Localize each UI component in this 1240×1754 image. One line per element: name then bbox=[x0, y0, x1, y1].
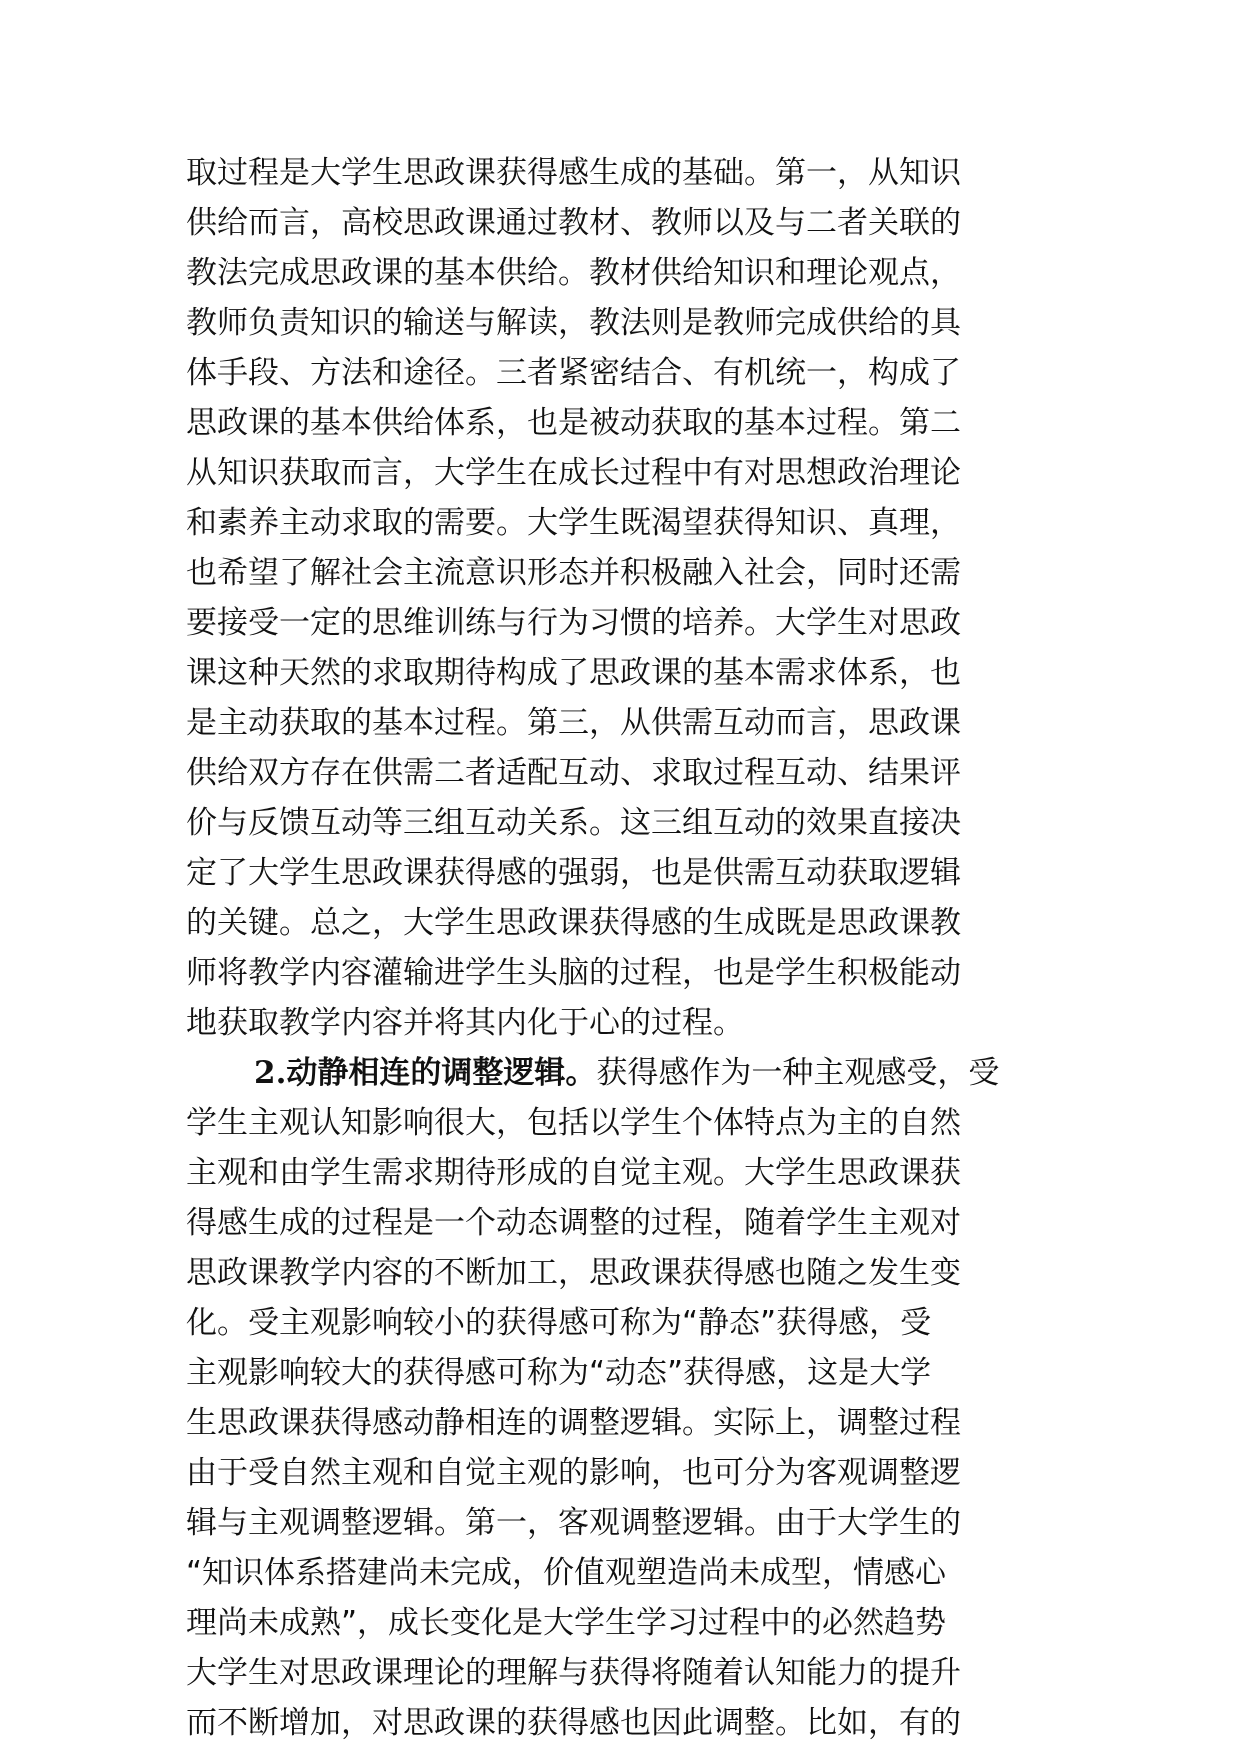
text-line: “知识体系搭建尚未完成，价值观塑造尚未成型，情感心 bbox=[186, 1555, 947, 1591]
text-line: 辑与主观调整逻辑。第一，客观调整逻辑。由于大学生的 bbox=[186, 1505, 961, 1541]
text-line: 主观影响较大的获得感可称为“动态”获得感，这是大学 bbox=[186, 1355, 932, 1391]
text-line: 也希望了解社会主流意识形态并积极融入社会，同时还需 bbox=[186, 555, 961, 591]
text-line: 化。受主观影响较小的获得感可称为“静态”获得感，受 bbox=[186, 1305, 932, 1341]
text-line: 和素养主动求取的需要。大学生既渴望获得知识、真理， bbox=[186, 505, 961, 541]
text-line: 要接受一定的思维训练与行为习惯的培养。大学生对思政 bbox=[186, 605, 961, 641]
text-line: 得感生成的过程是一个动态调整的过程，随着学生主观对 bbox=[186, 1205, 961, 1241]
text-line: 供给双方存在供需二者适配互动、求取过程互动、结果评 bbox=[186, 755, 961, 791]
text-line: 教师负责知识的输送与解读，教法则是教师完成供给的具 bbox=[186, 305, 961, 341]
text-line: 理尚未成熟”，成长变化是大学生学习过程中的必然趋势 bbox=[186, 1605, 947, 1641]
text-line: 生思政课获得感动静相连的调整逻辑。实际上，调整过程 bbox=[186, 1405, 961, 1441]
text-line: 师将教学内容灌输进学生头脑的过程，也是学生积极能动 bbox=[186, 955, 961, 991]
text-line: 教法完成思政课的基本供给。教材供给知识和理论观点， bbox=[186, 255, 961, 291]
section-title: 动静相连的调整逻辑。 bbox=[286, 1055, 597, 1091]
section-number: 2. bbox=[254, 1055, 287, 1091]
text-line: 而不断增加，对思政课的获得感也因此调整。比如，有的 bbox=[186, 1705, 961, 1741]
text-line: 从知识获取而言，大学生在成长过程中有对思想政治理论 bbox=[186, 455, 961, 491]
text-line: 由于受自然主观和自觉主观的影响，也可分为客观调整逻 bbox=[186, 1455, 961, 1491]
paragraph-1 bbox=[186, 148, 1054, 1048]
text-line: 地获取教学内容并将其内化于心的过程。 bbox=[186, 1005, 744, 1041]
text-line: 大学生对思政课理论的理解与获得将随着认知能力的提升 bbox=[186, 1655, 961, 1691]
text-line: 体手段、方法和途径。三者紧密结合、有机统一，构成了 bbox=[186, 355, 961, 391]
text-line: 价与反馈互动等三组互动关系。这三组互动的效果直接决 bbox=[186, 805, 961, 841]
text-line: 学生主观认知影响很大，包括以学生个体特点为主的自然 bbox=[186, 1105, 961, 1141]
text-line: 定了大学生思政课获得感的强弱，也是供需互动获取逻辑 bbox=[186, 855, 961, 891]
text-line: 取过程是大学生思政课获得感生成的基础。第一，从知识 bbox=[186, 155, 961, 191]
text-line: 供给而言，高校思政课通过教材、教师以及与二者关联的 bbox=[186, 205, 961, 241]
paragraph-2 bbox=[186, 1048, 1054, 1748]
text-line: 的关键。总之，大学生思政课获得感的生成既是思政课教 bbox=[186, 905, 961, 941]
section-heading-line bbox=[186, 1048, 1054, 1098]
text-line: 是主动获取的基本过程。第三，从供需互动而言，思政课 bbox=[186, 705, 961, 741]
body-text bbox=[186, 148, 1054, 1748]
text-line: 课这种天然的求取期待构成了思政课的基本需求体系，也 bbox=[186, 655, 961, 691]
heading-line-text: 获得感作为一种主观感受，受 bbox=[596, 1055, 1000, 1091]
text-line: 思政课的基本供给体系，也是被动获取的基本过程。第二 bbox=[186, 405, 961, 441]
text-line: 主观和由学生需求期待形成的自觉主观。大学生思政课获 bbox=[186, 1155, 961, 1191]
text-line: 思政课教学内容的不断加工，思政课获得感也随之发生变 bbox=[186, 1255, 961, 1291]
